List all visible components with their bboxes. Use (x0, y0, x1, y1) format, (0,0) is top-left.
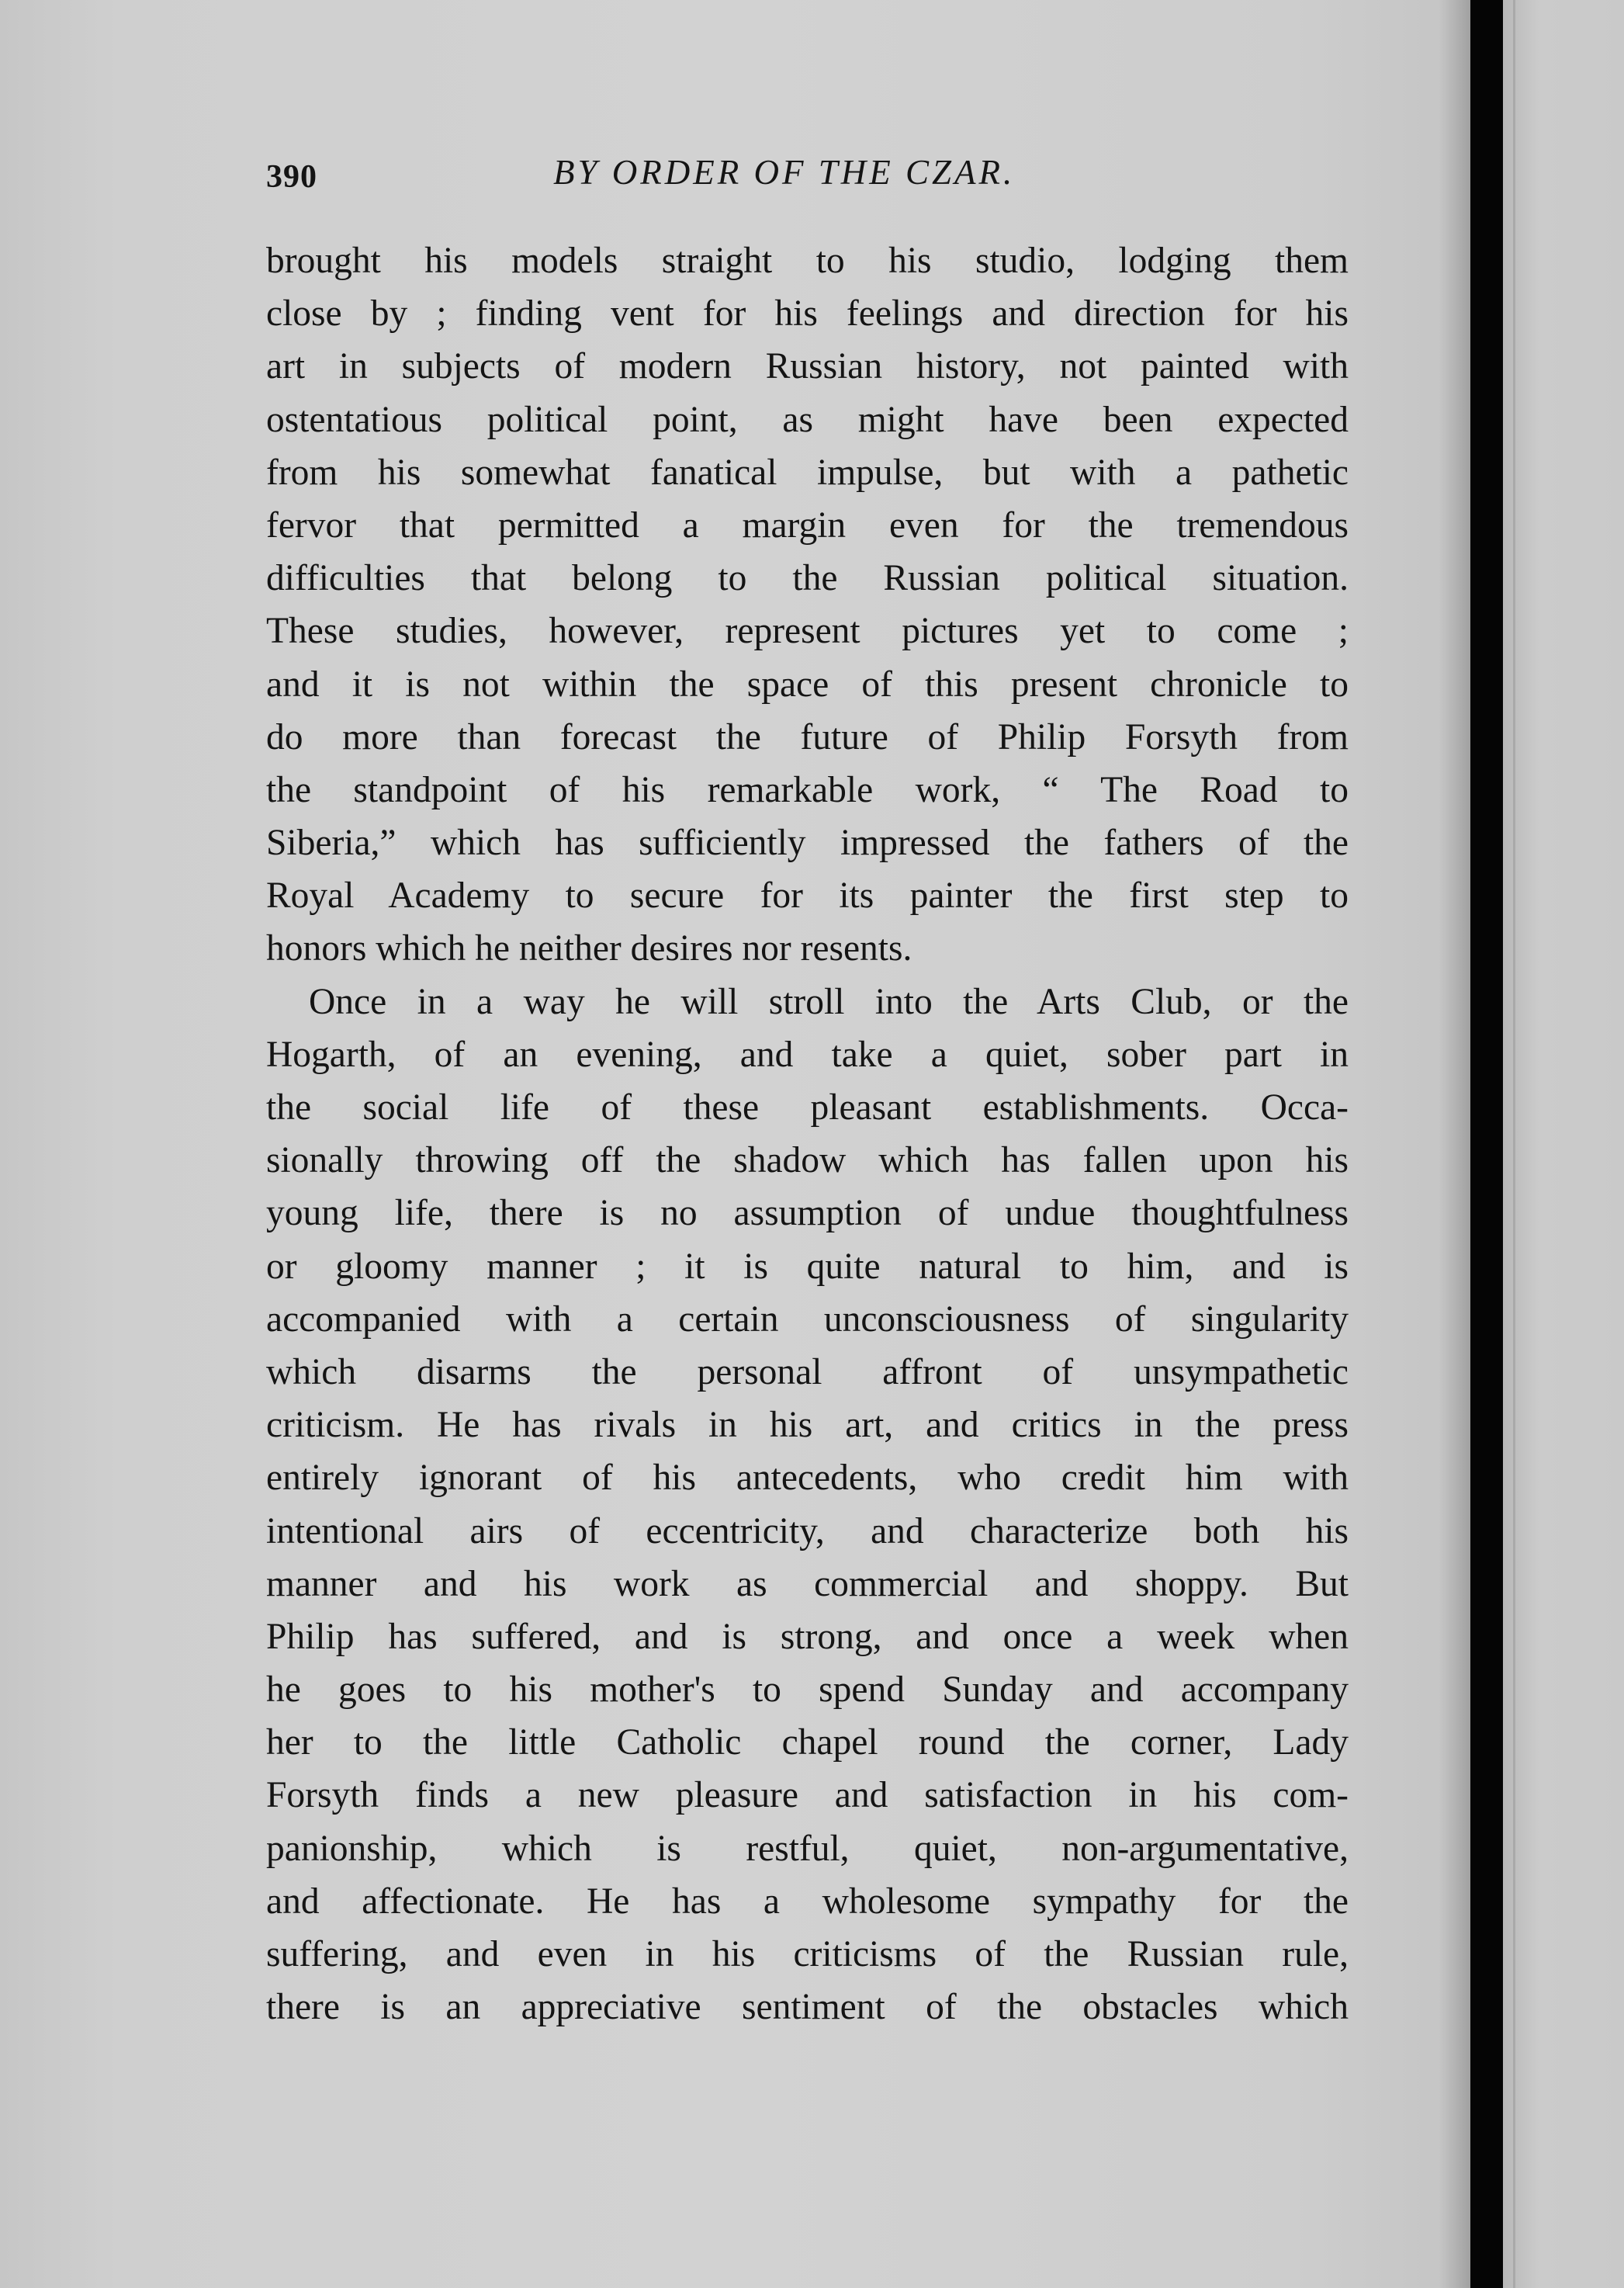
binding-gutter (1470, 0, 1503, 2288)
text-line: difficulties that belong to the Russian political situation. (266, 558, 1349, 599)
text-line: intentional airs of eccentricity, and characterize both his (266, 1510, 1349, 1551)
text-line: from his somewhat fanatical impulse, but with a pathetic (266, 452, 1349, 493)
text-line: Forsyth finds a new pleasure and satisfaction in his com- (266, 1775, 1349, 1816)
text-line: entirely ignorant of his antecedents, who credit him with (266, 1458, 1349, 1499)
text-line: which disarms the personal affront of unsympathetic (266, 1351, 1349, 1392)
text-line: Royal Academy to secure for its painter the first step to (266, 875, 1349, 917)
text-line: accompanied with a certain unconsciousness of singularity (266, 1298, 1349, 1340)
paragraph-start-line: Once in a way he will stroll into the Arts Club, or the (309, 981, 1349, 1022)
text-line: criticism. He has rivals in his art, and critics in the press (266, 1405, 1349, 1446)
facing-page-edge (1503, 0, 1624, 2288)
text-line: manner and his work as commercial and shoppy. But (266, 1563, 1349, 1604)
text-line: and affectionate. He has a wholesome sympathy for the (266, 1881, 1349, 1922)
text-line: Philip has suffered, and is strong, and once a week when (266, 1616, 1349, 1657)
text-line: he goes to his mother's to spend Sunday and accompany (266, 1669, 1349, 1711)
paragraph-end-line: honors which he neither desires nor resents. (266, 928, 912, 969)
gutter-shadow (1439, 0, 1470, 2288)
text-line: her to the little Catholic chapel round the corner, Lady (266, 1722, 1349, 1763)
text-line: suffering, and even in his criticisms of the Russian rule, (266, 1934, 1349, 1974)
text-line: panionship, which is restful, quiet, non-argumentative, (266, 1828, 1349, 1869)
text-line: the social life of these pleasant establishments. Occa- (266, 1087, 1349, 1128)
text-line: brought his models straight to his studio, lodging them (266, 241, 1349, 281)
text-line: and it is not within the space of this present chronicle to (266, 664, 1349, 705)
text-line: art in subjects of modern Russian history, not painted with (266, 346, 1349, 387)
body-text (266, 234, 1349, 2033)
facing-page-fold (1513, 0, 1515, 2288)
text-line: sionally throwing off the shadow which has fallen upon his (266, 1140, 1349, 1181)
text-line: fervor that permitted a margin even for the tremendous (266, 504, 1349, 546)
text-line: do more than forecast the future of Philip Forsyth from (266, 716, 1349, 757)
text-line: or gloomy manner ; it is quite natural to him, and is (266, 1246, 1349, 1287)
page-number: 390 (266, 159, 317, 195)
text-line: there is an appreciative sentiment of the obstacles which (266, 1987, 1349, 2028)
text-line: Siberia,” which has sufficiently impressed the fathers of the (266, 823, 1349, 864)
text-line: Hogarth, of an evening, and take a quiet, sober part in (266, 1034, 1349, 1075)
text-line: ostentatious political point, as might have been expected (266, 399, 1349, 440)
text-line: close by ; finding vent for his feelings and direction for his (266, 293, 1349, 335)
text-line: the standpoint of his remarkable work, “ The Road to (266, 769, 1349, 810)
text-line: These studies, however, represent pictures yet to come ; (266, 611, 1349, 652)
text-line: young life, there is no assumption of undue thoughtfulness (266, 1193, 1349, 1234)
running-title: BY ORDER OF THE CZAR. (553, 153, 1016, 192)
page-header (266, 152, 1349, 206)
